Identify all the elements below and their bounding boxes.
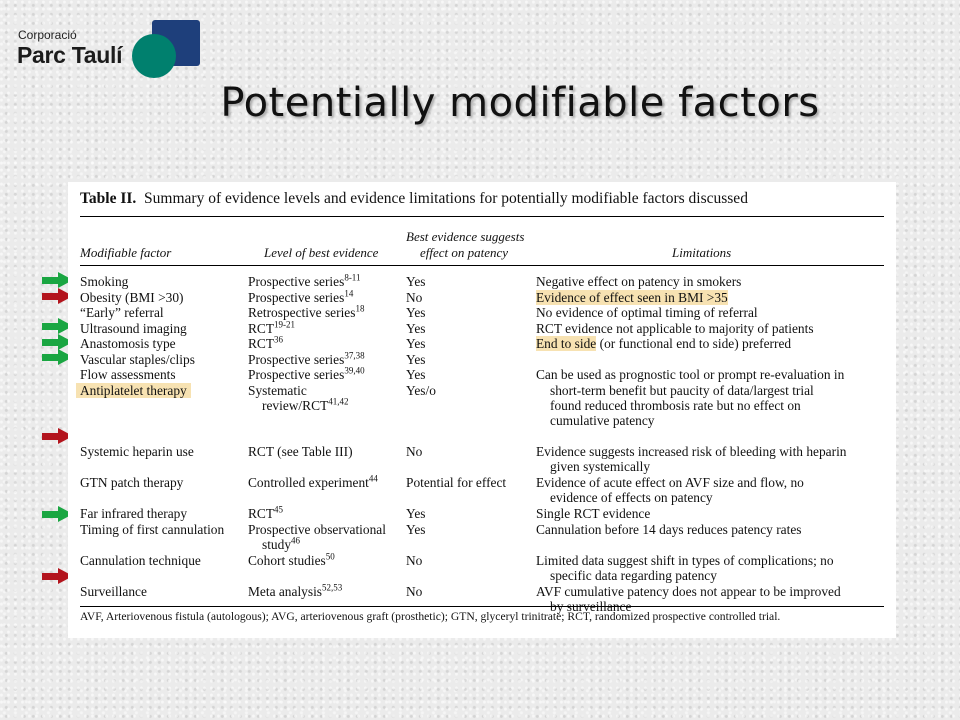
row-level: Prospective series$^{37,38}$ (248, 350, 365, 367)
row-level: Prospective series$^{39,40}$ (248, 365, 365, 382)
row-effect: No (406, 584, 423, 599)
row-limitation: No evidence of optimal timing of referral (536, 305, 758, 320)
row-effect: Yes (406, 320, 426, 336)
row-effect: No (406, 553, 423, 568)
row-factor: Systemic heparin use (80, 444, 194, 459)
row-effect: Yes/o (406, 382, 436, 398)
row-level: Prospective series$^{8-11}$ (248, 272, 361, 289)
row-effect: Yes (406, 367, 426, 382)
table-header (80, 217, 884, 265)
table-caption (80, 190, 884, 208)
row-effect: Yes (406, 506, 426, 521)
row-factor: Surveillance (80, 584, 147, 599)
row-effect: Yes (406, 351, 426, 367)
row-level: RCT$^{36}$ (248, 334, 284, 351)
slide-title: Potentially modifiable factors (220, 80, 820, 126)
row-limitation-highlight: Evidence of effect seen in BMI >35 (536, 289, 728, 305)
header-effect-line2: effect on patency (420, 245, 509, 260)
evidence-table (68, 182, 896, 638)
row-level: Prospective series$^{14}$ (248, 288, 354, 305)
table-caption-text: Summary of evidence levels and evidence limitations for potentially modifiable factors discussed (144, 190, 748, 207)
row-level: Controlled experiment$^{44}$ (248, 473, 378, 490)
row-effect: Yes (406, 305, 426, 320)
row-level: Prospective observational study$^{46}$ (248, 521, 386, 552)
row-level: Cohort studies$^{50}$ (248, 551, 335, 568)
row-level: Systematic review/RCT$^{41,42}$ (248, 382, 349, 413)
row-effect: Potential for effect (406, 475, 507, 490)
row-factor: GTN patch therapy (80, 475, 184, 490)
header-level: Level of best evidence (264, 245, 379, 260)
row-factor: Smoking (80, 274, 129, 289)
row-factor: Timing of first cannulation (80, 521, 225, 537)
row-factor: Ultrasound imaging (80, 320, 187, 336)
row-factor (80, 383, 191, 398)
row-factor: “Early” referral (80, 305, 164, 320)
row-factor: Flow assessments (80, 367, 176, 382)
row-level: RCT (see Table III) (248, 444, 353, 459)
table-footnote: AVF, Arteriovenous fistula (autologous); AVG, arteriovenous graft (prosthetic); GTN, glyceryl trinitrate; RCT, randomized prospective controlled trial. (80, 610, 781, 623)
logo-circle-shape (132, 34, 176, 78)
header-factor: Modifiable factor (80, 245, 172, 260)
logo-line2: Parc Taulí (17, 42, 123, 68)
row-limitation-highlight: End to side (536, 336, 597, 351)
row-effect: Yes (406, 336, 426, 351)
table-header-rule (80, 265, 884, 266)
row-effect: Yes (406, 274, 426, 289)
row-factor: Cannulation technique (80, 553, 201, 568)
row-effect: No (406, 444, 423, 459)
logo (0, 0, 210, 90)
header-limitations: Limitations (672, 245, 732, 260)
row-limitation: short-term benefit but paucity of data/largest trial found reduced thrombosis rate but no effect on cumulative patency (550, 382, 814, 429)
header-effect-line1: Best evidence suggests (406, 229, 525, 244)
row-limitation: End to side (or functional end to side) preferred (536, 336, 792, 351)
row-level: RCT$^{19-21}$ (248, 319, 296, 336)
row-effect: Yes (406, 521, 426, 537)
row-limitation: RCT evidence not applicable to majority of patients (536, 320, 814, 336)
row-effect: No (406, 289, 423, 305)
row-limitation: AVF cumulative patency does not appear to be improved by surveillance (536, 584, 841, 615)
row-factor: Far infrared therapy (80, 506, 188, 521)
row-factor: Anastomosis type (80, 336, 176, 351)
row-limitation: Can be used as prognostic tool or prompt re-evaluation in (536, 367, 845, 382)
table-caption-label: Table II. (80, 190, 137, 207)
table-bottom-rule (80, 606, 884, 607)
row-factor: Vascular staples/clips (80, 351, 195, 367)
row-factor: Obesity (BMI >30) (80, 289, 184, 305)
row-limitation: Limited data suggest shift in types of complications; no specific data regarding patency (536, 553, 834, 584)
row-limitation: Evidence suggests increased risk of bleeding with heparin given systemically (536, 444, 847, 475)
row-limitation: Evidence of acute effect on AVF size and flow, no evidence of effects on patency (536, 475, 804, 506)
row-limitation: Negative effect on patency in smokers (536, 274, 742, 289)
logo-line1: Corporació (18, 28, 77, 42)
row-level: Retrospective series$^{18}$ (248, 303, 365, 320)
row-limitation: Single RCT evidence (536, 506, 651, 521)
row-factor-highlight: Antiplatelet therapy (76, 383, 191, 398)
row-level: RCT$^{45}$ (248, 504, 284, 521)
row-limitation: Cannulation before 14 days reduces patency rates (536, 521, 802, 537)
row-level: Meta analysis$^{52,53}$ (248, 582, 343, 599)
